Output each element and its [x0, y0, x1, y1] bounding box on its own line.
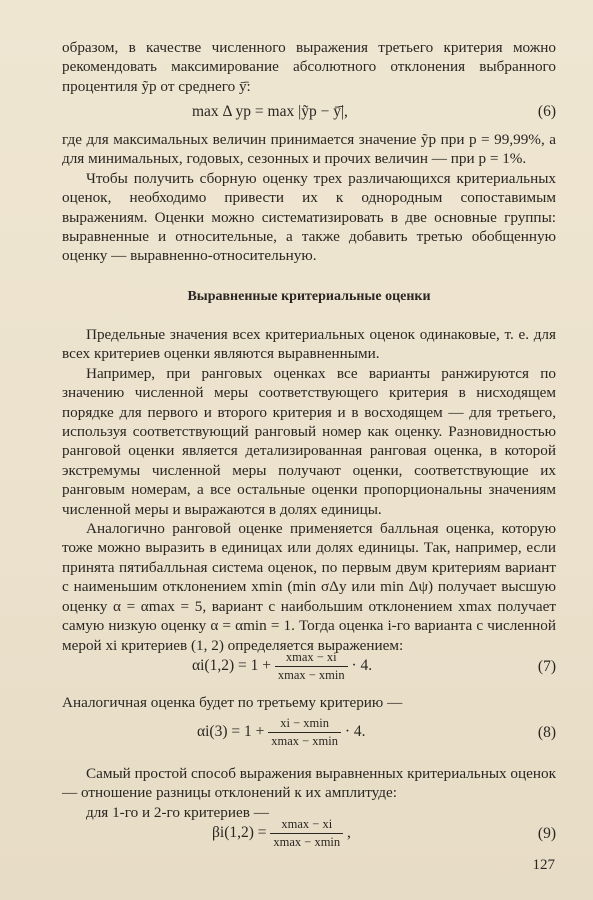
- fraction: [268, 716, 341, 749]
- formula-lhs: αi(1,2) = 1 +: [192, 657, 271, 675]
- formula-lhs: αi(3) = 1 +: [197, 723, 265, 741]
- formula-8: [62, 716, 556, 756]
- formula-6-body: max Δ yp = max |ỹp − ȳ̄|,: [192, 103, 348, 120]
- denominator: xmax − xmin: [273, 835, 341, 849]
- section-body: [62, 325, 556, 655]
- formula-9-number: (9): [537, 825, 556, 842]
- formula-9: [62, 817, 556, 857]
- paragraph-text: Предельные значения всех критериальных оценок одинаковые, т. е. для всех критериев оценки являются выравненными.: [62, 326, 556, 363]
- paragraph-criterion-three: [62, 38, 556, 96]
- numerator: xi − xmin: [268, 716, 341, 733]
- paragraph-text: где для максимальных величин принимается значение ỹp при p = 99,99%, а для минимальных, годовых, сезонных и прочих величин — при p = 1%.: [62, 131, 556, 168]
- formula-tail: · 4.: [351, 657, 373, 675]
- formula-6: [62, 103, 556, 125]
- denominator: xmax − xmin: [271, 734, 339, 748]
- formula-tail: · 4.: [344, 723, 366, 741]
- formula-6-number: (6): [537, 103, 556, 120]
- paragraph-third-criterion: [62, 693, 556, 712]
- paragraph-text: Самый простой способ выражения выравненных критериальных оценок — отношение разницы отклонений к их амплитуде:: [62, 765, 556, 802]
- formula-7-number: (7): [537, 658, 556, 675]
- fraction: [270, 817, 343, 850]
- paragraph-text: образом, в качестве численного выражения третьего критерия можно рекомендовать максимирование абсолютного отклонения выбранного процентиля ỹp от среднего ȳ̄:: [62, 39, 556, 95]
- numerator: xmax − xi: [275, 650, 348, 667]
- formula-8-number: (8): [537, 724, 556, 741]
- formula-9-body: [212, 817, 351, 850]
- fraction: [275, 650, 348, 683]
- paragraph-after-formula-6: [62, 130, 556, 266]
- formula-7-body: [192, 650, 372, 683]
- paragraph-text: Аналогично ранговой оценке применяется балльная оценка, которую тоже можно выразить в единицах или долях единицы. Так, например, если принята пятибалльная система оценок, по первым двум критериям вариант с наименьшим отклонением xmin (min σΔy или min Δψ) получает высшую оценку α = αmax = 5, вариант с наибольшим отклонением xmax получает самую низкую оценку α = αmin = 1. Тогда оценка i-го варианта с численной мерой xi критериев (1, 2) определяется выражением:: [62, 520, 556, 654]
- formula-7: [62, 650, 556, 690]
- formula-lhs: βi(1,2) =: [212, 824, 267, 842]
- section-heading: Выравненные критериальные оценки: [187, 289, 431, 304]
- formula-tail: ,: [347, 824, 351, 842]
- numerator: xmax − xi: [270, 817, 343, 834]
- denominator: xmax − xmin: [277, 668, 345, 682]
- paragraph-text: для 1-го и 2-го критериев —: [86, 803, 269, 821]
- paragraph-simple-method: [62, 764, 556, 822]
- paragraph-text: Чтобы получить сборную оценку трех различающихся критериальных оценок, необходимо привести их к однородным сопоставимым выражениям. Оценки можно систематизировать в две основные группы: выравненные и относительные, а также добавить третью обобщенную оценку — выравненно-относительную.: [62, 169, 556, 265]
- paragraph-text: Аналогичная оценка будет по третьему критерию —: [62, 694, 403, 711]
- paragraph-text: Например, при ранговых оценках все варианты ранжируются по значению численной меры соответствующего критерия в нисходящем порядке для первого и второго критерия и в восходящем — для третьего, используя соответствующий ранговый номер как оценку. Разновидностью ранговой оценки является детализированная ранговая оценка, в которой экстремумы численной меры получают оценки, соответствующие их ранговым номерам, а все остальные оценки пропорциональны значениям численной меры и выражаются в долях единицы.: [62, 364, 556, 518]
- page-number: 127: [532, 857, 555, 873]
- formula-8-body: [197, 716, 366, 749]
